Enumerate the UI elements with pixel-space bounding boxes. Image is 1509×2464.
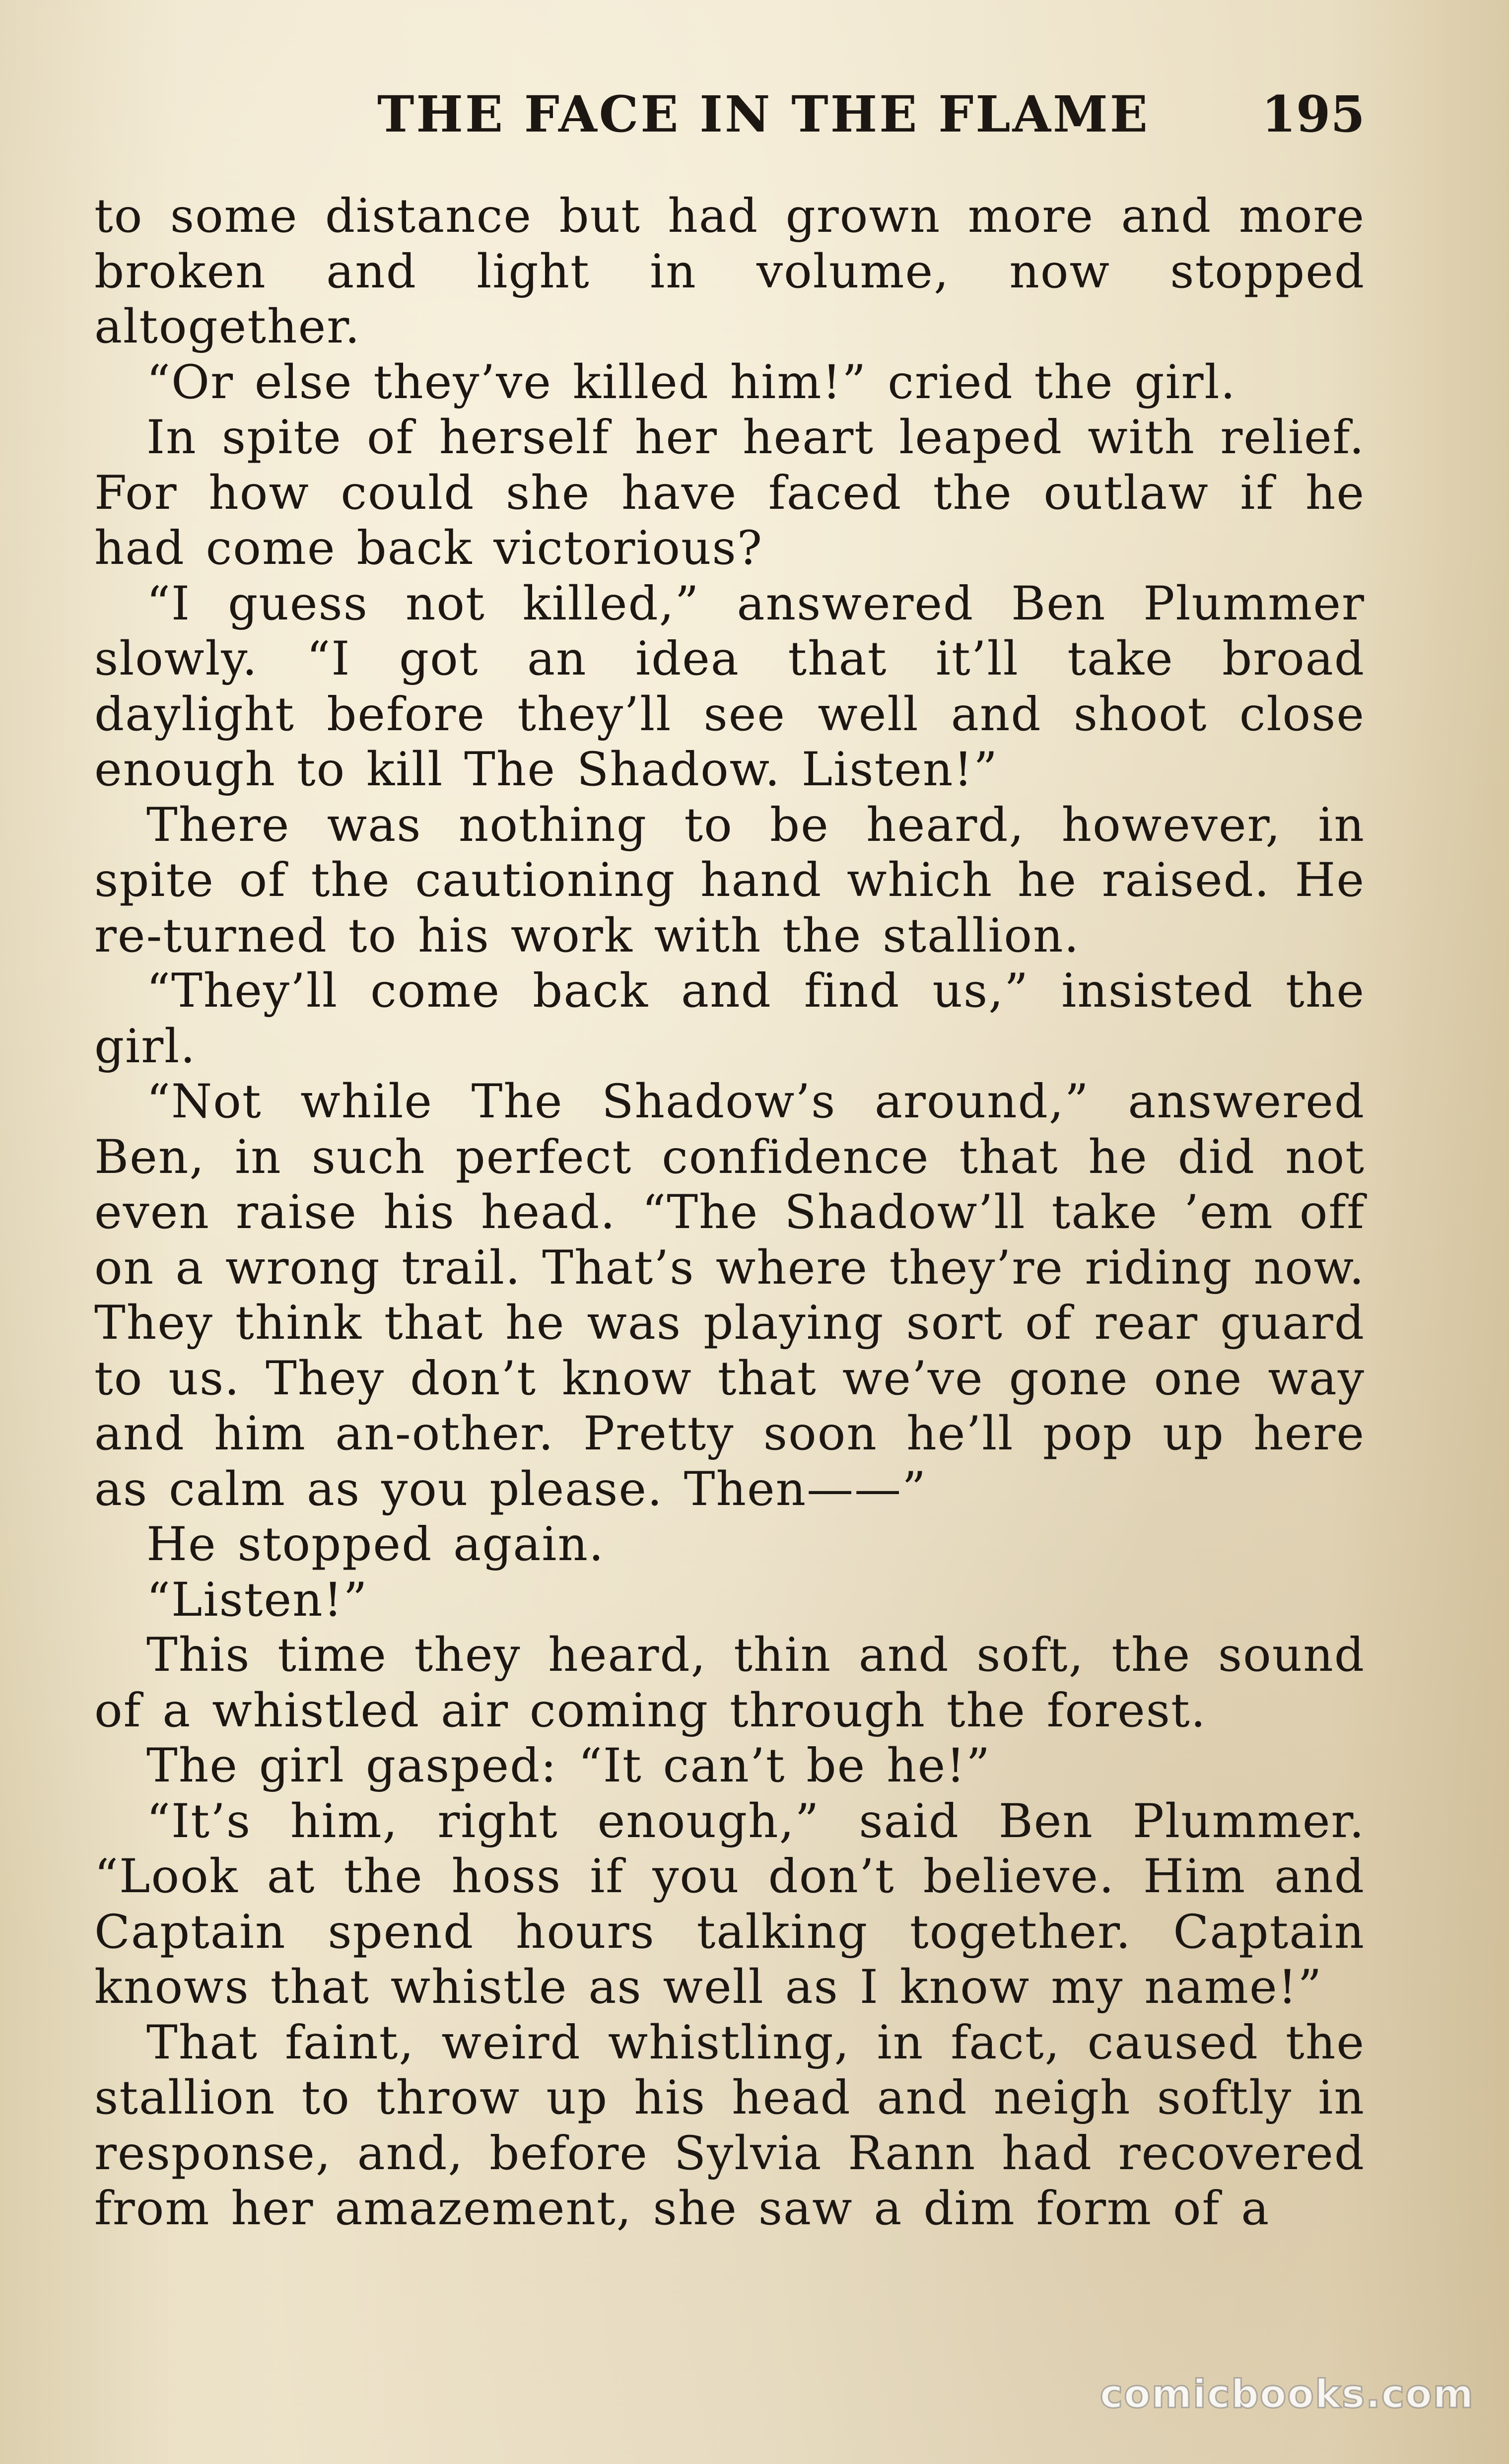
- watermark: comicbooks.com: [1099, 2372, 1474, 2417]
- paragraph: In spite of herself her heart leaped with relief. For how could she have faced the outlaw if he had come back victorious?: [94, 411, 1365, 575]
- paragraph: The girl gasped: “It can’t be he!”: [146, 1739, 991, 1793]
- page-number: 195: [1261, 85, 1365, 143]
- paragraph: “Or else they’ve killed him!” cried the girl.: [146, 355, 1236, 410]
- body-text: [94, 189, 1365, 2237]
- paragraph: “They’ll come back and find us,” insisted the girl.: [94, 964, 1365, 1074]
- paragraph: “Not while The Shadow’s around,” answered Ben, in such perfect confidence that he did not even raise his head. “The Shadow’ll take ’em off on a wrong trail. That’s where they’re riding now. They think that he was playing sort of rear guard to us. They don’t know that we’ve gone one way and him an-other. Pretty soon he’ll pop up here as calm as you please. Then——”: [94, 1075, 1365, 1516]
- paragraph: “Listen!”: [146, 1573, 368, 1627]
- paragraph: This time they heard, thin and soft, the sound of a whistled air coming through the forest.: [94, 1628, 1365, 1738]
- paragraph: “It’s him, right enough,” said Ben Plummer. “Look at the hoss if you don’t believe. Him and Captain spend hours talking together. Captain knows that whistle as well as I know my name!”: [94, 1794, 1365, 2014]
- paragraph: He stopped again.: [146, 1517, 605, 1572]
- running-head: [0, 74, 1509, 164]
- paragraph: to some distance but had grown more and more broken and light in volume, now stopped altogether.: [94, 189, 1365, 354]
- paragraph: That faint, weird whistling, in fact, caused the stallion to throw up his head and neigh softly in response, and, before Sylvia Rann had recovered from her amazement, she saw a dim form of a: [94, 2015, 1365, 2236]
- running-title: THE FACE IN THE FLAME: [377, 85, 1150, 143]
- paragraph: There was nothing to be heard, however, in spite of the cautioning hand which he raised. He re-turned to his work with the stallion.: [94, 798, 1365, 963]
- paragraph: “I guess not killed,” answered Ben Plummer slowly. “I got an idea that it’ll take broad daylight before they’ll see well and shoot close enough to kill The Shadow. Listen!”: [94, 576, 1365, 797]
